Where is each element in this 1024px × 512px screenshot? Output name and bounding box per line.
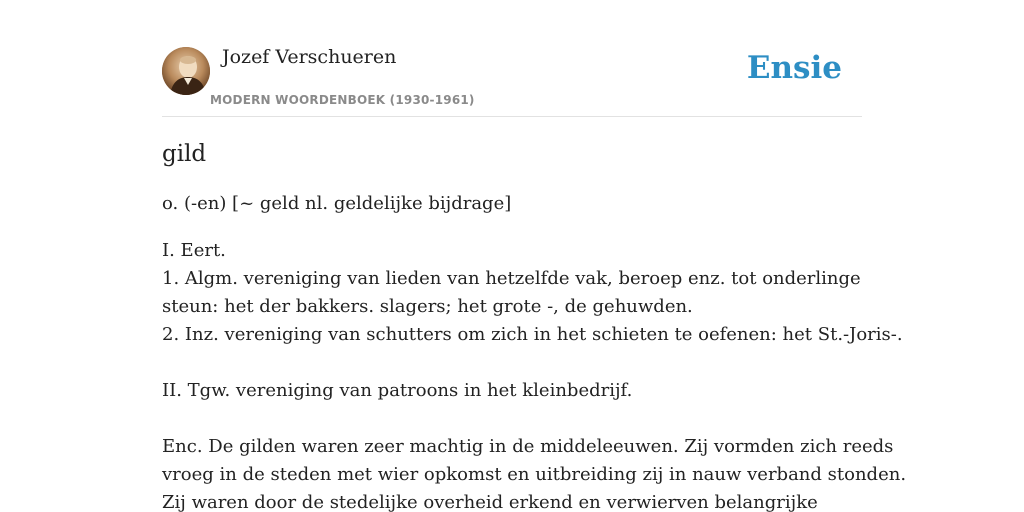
definition-line: vroeg in de steden met wier opkomst en uitbreiding zij in nauw verband stonden. <box>162 464 907 485</box>
author-name[interactable]: Jozef Verschueren <box>222 46 397 68</box>
definition-line <box>162 405 872 433</box>
definition-line: Enc. De gilden waren zeer machtig in de middeleeuwen. Zij vormden zich reeds <box>162 436 894 457</box>
source-label[interactable]: MODERN WOORDENBOEK (1930-1961) <box>210 93 475 107</box>
definition-line: 2. Inz. vereniging van schutters om zich in het schieten te oefenen: het St.-Joris-. <box>162 324 903 345</box>
definition-line <box>162 349 872 377</box>
definition-line: II. Tgw. vereniging van patroons in het kleinbedrijf. <box>162 380 633 401</box>
definition-line: steun: het der bakkers. slagers; het grote -, de gehuwden. <box>162 296 693 317</box>
author-avatar[interactable] <box>162 47 210 95</box>
entry-grammar: o. (-en) [~ geld nl. geldelijke bijdrage] <box>162 193 512 214</box>
entry-header <box>162 44 862 117</box>
definition-line: I. Eert. <box>162 240 226 261</box>
entry-definition <box>162 237 907 512</box>
entry-term: gild <box>162 141 207 167</box>
entry-content <box>162 138 907 512</box>
definition-line: Zij waren door de stedelijke overheid erkend en verwierven belangrijke <box>162 492 818 512</box>
definition-line: 1. Algm. vereniging van lieden van hetzelfde vak, beroep enz. tot onderlinge <box>162 268 861 289</box>
ensie-logo[interactable]: Ensie <box>746 50 842 86</box>
author-portrait-image <box>162 47 210 95</box>
